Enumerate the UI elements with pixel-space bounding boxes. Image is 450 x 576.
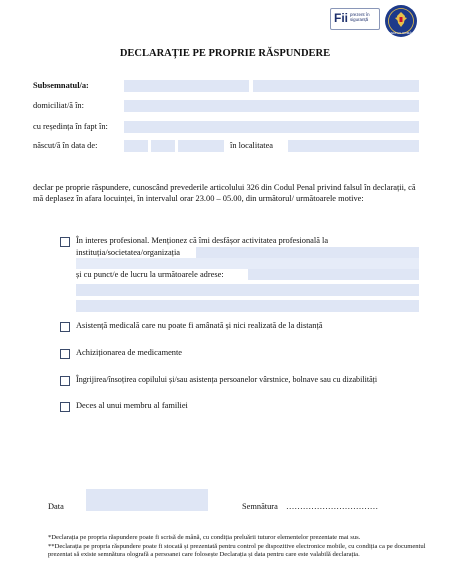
subsemnatul-input-2[interactable] — [253, 80, 419, 92]
fii-prezent-logo — [330, 8, 380, 30]
option-medicines-label: Achiziționarea de medicamente — [76, 348, 183, 357]
fii-logo-sub: prezent în siguranță — [350, 12, 370, 22]
localitatea-label: în localitatea — [230, 141, 274, 150]
subsemnatul-label: Subsemnatul/a: — [33, 81, 89, 90]
resedinta-input[interactable] — [124, 121, 419, 133]
option-care-label: Îngrijirea/însoțirea copilului și/sau asistența persoanelor vârstnice, bolnave sau cu dizabilități — [76, 375, 378, 384]
domiciliat-label: domiciliat/ă în: — [33, 101, 84, 110]
checkbox-professional[interactable] — [60, 237, 70, 247]
localitatea-input[interactable] — [288, 140, 419, 152]
sediul-input[interactable] — [76, 258, 419, 269]
institutia-label: instituția/societatea/organizația — [76, 248, 181, 257]
checkbox-medical[interactable] — [60, 322, 70, 332]
nascut-label: născut/ă în data de: — [33, 141, 98, 150]
fii-logo-main: Fii — [334, 11, 348, 25]
address-line-1-input[interactable] — [76, 284, 419, 296]
option-death-label: Deces al unui membru al familiei — [76, 401, 188, 410]
footnote-2: **Declarația pe propria răspundere poate fi stocată și prezentată pentru control pe dispozitive electronice mobile, cu condiția ca pe documentul prezentat să existe semnătura olografă a persoanei care folosește Declarația și data pentru care este valabilă declarația. — [48, 543, 426, 559]
domiciliat-input[interactable] — [124, 100, 419, 112]
option-professional-label: În interes profesional. Menționez că îmi desfășor activitatea profesională la — [76, 236, 329, 245]
birth-year-input[interactable] — [178, 140, 224, 152]
resedinta-label: cu reședința în fapt în: — [33, 122, 108, 131]
birth-month-input[interactable] — [151, 140, 175, 152]
data-label: Data — [48, 502, 64, 511]
document-title: DECLARAȚIE PE PROPRIE RĂSPUNDERE — [119, 48, 331, 59]
semnatura-label: Semnătura — [242, 502, 278, 511]
birth-day-input[interactable] — [124, 140, 148, 152]
institutia-input[interactable] — [196, 247, 419, 258]
punct-label: și cu punct/e de lucru la următoarele adrese: — [76, 270, 224, 279]
address-line-2-input[interactable] — [76, 300, 419, 312]
footnote-1: *Declarația pe propria răspundere poate fi scrisă de mână, cu condiția preluării tuturor elementelor prezentate mai sus. — [48, 534, 361, 541]
subsemnatul-input[interactable] — [124, 80, 249, 92]
checkbox-care[interactable] — [60, 376, 70, 386]
semnatura-line[interactable]: …………………………… — [286, 502, 379, 511]
checkbox-death[interactable] — [60, 402, 70, 412]
gov-logo-text: GUVERNUL ROMÂNIEI — [384, 31, 418, 35]
checkbox-medicines[interactable] — [60, 349, 70, 359]
option-medical-label: Asistență medicală care nu poate fi amânată și nici realizată de la distanță — [76, 321, 323, 330]
declaration-text: declar pe proprie răspundere, cunoscând prevederile articolului 326 din Codul Penal privind falsul în declarații, că mă deplasez în afara locuinței, în intervalul orar 23.00 – 05.00, din următorul/ următoarele motive: — [33, 183, 416, 203]
punct-input[interactable] — [248, 269, 419, 280]
date-input[interactable] — [86, 489, 208, 511]
government-emblem-icon — [384, 4, 418, 38]
